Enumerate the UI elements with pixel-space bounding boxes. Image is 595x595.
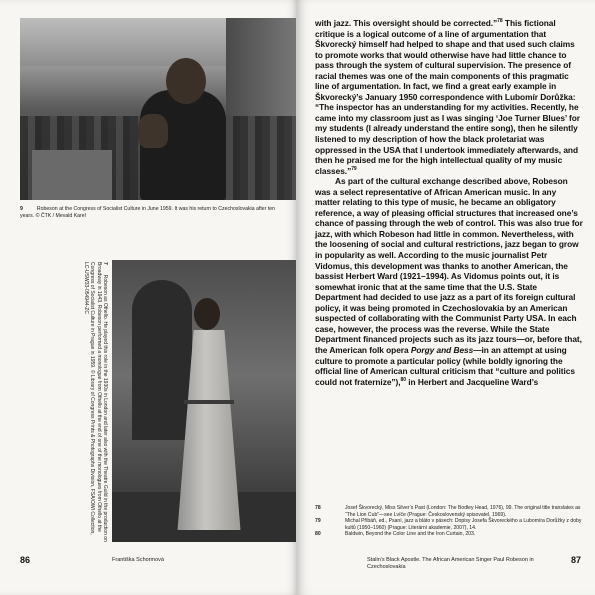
photo-robeson-othello xyxy=(112,260,296,542)
footnote-ref: 78 xyxy=(497,18,503,25)
photo-figure-belt xyxy=(184,400,234,404)
footnote xyxy=(315,531,583,538)
caption-number: 9 xyxy=(20,206,23,212)
footnote xyxy=(315,505,583,518)
caption-text: Robeson at the Congress of Socialist Culture in June 1959. It was his return to Czechoslovakia after ten years. © ČTK / Mevald Karel xyxy=(20,206,276,219)
photo-figure-hands xyxy=(138,114,168,148)
footnote-ref: 79 xyxy=(351,165,357,172)
caption-figure-7-vertical xyxy=(82,262,108,542)
paragraph-text: This fictional critique is a logical outcome of a line of argumentation that Škvorecký himself had helped to shape and that used such claims to promote works that would otherwise have had little chance to pass through the system of cultural supervision. The presence of racial themes was one of the main components of this pragmatic line of argumentation. In fact, we find a great early example in Škvorecký’s January 1950 correspondence with Lubomír Dorůžka: “The inspector has an understanding for my activities. Recently, he came into my classroom just as I was singing ‘Joe Turner Blues’ for my students (I already understand the entire song), then he silently listened to my description of how the black proletariat was oppressed in the USA that I undertook immediately afterwards, and then he praised me for the high intellectual quality of my music classes.” xyxy=(315,18,580,176)
footnote-ref: 80 xyxy=(400,376,407,383)
footnote-text: Josef Škvorecký, Miss Silver’s Past (London: The Bodley Head, 1976), 99. The original title translates as “The Lion Cub”—see Lvíče (Prague: Československý spisovatel, 1969). xyxy=(345,505,581,518)
photo-arch xyxy=(132,280,192,440)
paragraph-text: with jazz. This oversight should be corrected.” xyxy=(315,18,498,28)
footnotes xyxy=(315,505,583,538)
paragraph-text: As part of the cultural exchange described above, Robeson was a select representative of African American music. In any matter relating to this type of music, he became an obligatory reference, a way of pleasing official structures that increased one’s chance of passing through the web of control. This was also true for jazz, with which Robeson had little in common. Nevertheless, with the loosening of social and cultural restrictions, jazz began to grow in popularity as well. According to the music journalist Petr Vidomus, this development was thanks to another American, the bassist Herbert Ward (1921–1994). As Vidomus points out, it is somewhat ironic that at the same time that the U.S. State Department had decided to use jazz as a part of its foreign cultural policy, it was being promoted in Czechoslovakia by an American suspected of collaborating with the Communist Party USA. In each case, however, the process was the reverse. While the State Department financed projects such as its jazz tours—or, before that, the American folk opera xyxy=(315,176,583,355)
footnote-number: 80 xyxy=(315,531,321,538)
left-page xyxy=(0,0,297,595)
photo-podium xyxy=(32,150,112,200)
paragraph xyxy=(315,176,583,387)
footnote-number: 79 xyxy=(315,518,321,525)
footnote-text: Baldwin, Beyond the Color Line and the Iron Curtain, 203. xyxy=(345,531,476,538)
footnote-text: Michal Přibáň, ed., Psaní, jazz a bláto v pásech: Dopisy Josefa Škvoreckého a Lubomíra Dorůžky z doby kultů (1950–1960) (Prague: Literární akademie, 2007), 14. xyxy=(345,518,582,531)
running-footer: Stalin’s Black Apostle. The African American Singer Paul Robeson in Czechoslovakia xyxy=(367,557,534,570)
caption-text: Robeson as Othello. He played this role in the 1930s in London and later also with the Theatre Guild in the production on Broadway in 1943. Robeson performed a monologue from Othello at the end of one of the monologues from Othello at the Congress of Socialist Culture in Prague in 1959. © Library of Congress Prints & Photographs Division, FSA/OWI Collection, LC-USW33-054944-ZC xyxy=(82,262,108,542)
photo-figure-head xyxy=(194,298,220,330)
photo-figure-head xyxy=(166,58,206,104)
page-number: 86 xyxy=(20,555,31,565)
paragraph xyxy=(315,18,583,176)
running-footer: Františka Schormová xyxy=(112,557,164,563)
footnote-number: 78 xyxy=(315,505,321,511)
paragraph-text: in Herbert and Jacqueline Ward’s xyxy=(406,376,539,387)
caption-figure-9 xyxy=(20,206,290,220)
body-text xyxy=(315,18,583,387)
page-number: 87 xyxy=(570,555,581,565)
photo-robeson-congress xyxy=(20,18,296,200)
caption-number: 7 xyxy=(102,262,108,265)
italic-title: Porgy and Bess xyxy=(410,344,474,355)
right-page xyxy=(297,0,595,595)
paragraph-text: —in an attempt at using culture to promote a particular policy (while boldly ignoring the official line of American cultural criticism that “culture and politics could not fraternize”), xyxy=(315,344,575,387)
footnote xyxy=(315,518,583,531)
